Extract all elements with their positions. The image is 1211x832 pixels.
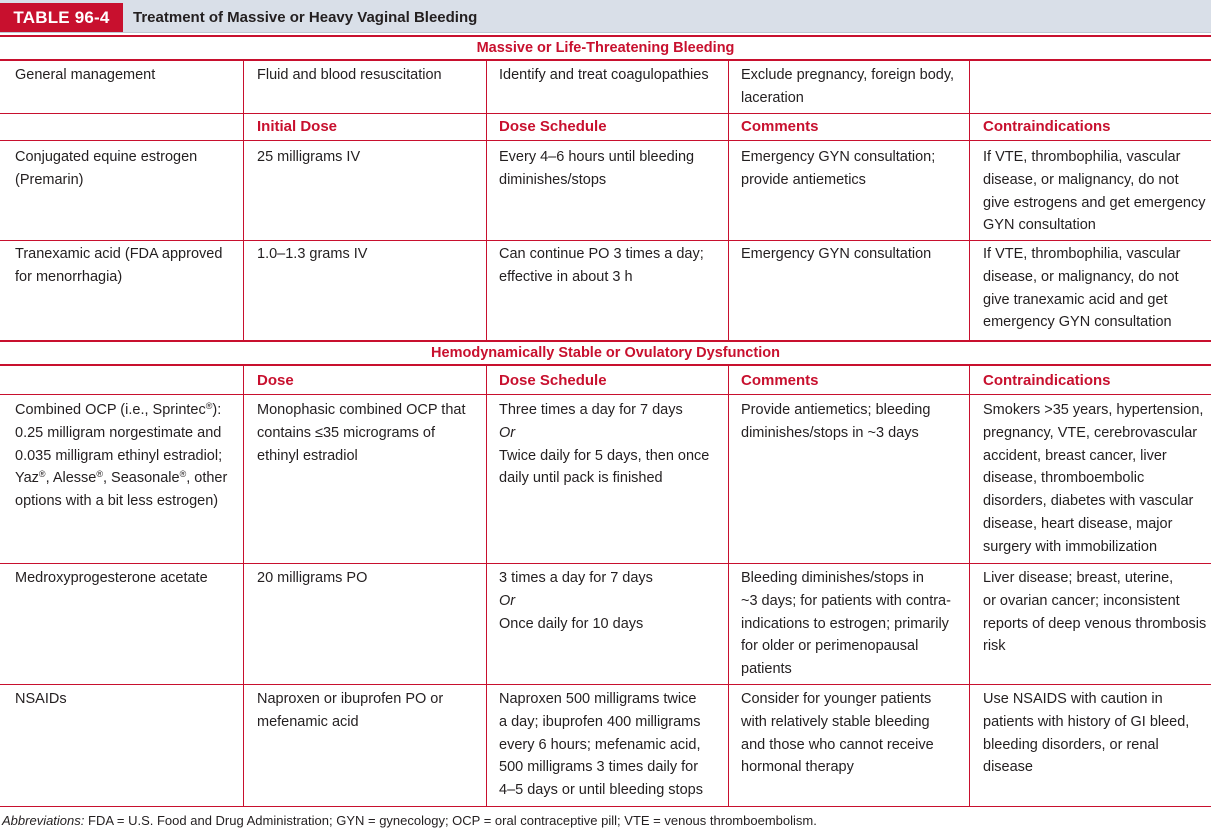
table-title: Treatment of Massive or Heavy Vaginal Bleeding [133, 9, 478, 26]
cell-line: Naproxen 500 milligrams twice [499, 691, 697, 707]
general-management-cell [741, 64, 954, 110]
column-divider [728, 366, 729, 806]
cell-line: 20 milligrams PO [257, 570, 368, 586]
cell-line [15, 467, 227, 490]
footnote-text: FDA = U.S. Food and Drug Administration; GYN = gynecology; OCP = oral contraceptive pill; VTE = venous thromboembolism. [84, 813, 817, 828]
cell-line: mefenamic acid [257, 713, 359, 730]
abbreviations-footnote [2, 813, 817, 829]
cell-line: diminishes/stops in ~3 days [741, 424, 919, 441]
cell-line: 0.035 milligram ethinyl estradiol; [15, 447, 223, 464]
cell-line: for older or perimenopausal [741, 638, 919, 655]
column-header-dose: Dose [257, 372, 294, 389]
cell-line: 25 milligrams IV [257, 149, 361, 165]
cell-line: and those who cannot receive [741, 736, 934, 753]
cell-line: If VTE, thrombophilia, vascular [983, 246, 1181, 262]
cell-line: every 6 hours; mefenamic acid, [499, 736, 701, 753]
cell-line: provide antiemetics [741, 171, 866, 188]
row-divider [0, 140, 1211, 141]
cell-line: diminishes/stops [499, 171, 607, 188]
comments-cell [741, 146, 935, 192]
cell-line: Exclude pregnancy, foreign body, [741, 67, 955, 83]
column-divider [969, 366, 970, 806]
drug-name-cell [15, 567, 208, 590]
cell-line: or ovarian cancer; inconsistent [983, 592, 1180, 609]
text-run: Yaz [15, 470, 39, 487]
column-header-initial-dose: Initial Dose [257, 118, 338, 135]
contraindications-cell [983, 146, 1205, 237]
schedule-cell [499, 146, 694, 192]
cell-line: patients with history of GI bleed, [983, 713, 1190, 730]
cell-line [15, 399, 227, 422]
general-management-cell: General management [15, 67, 156, 83]
cell-line: GYN consultation [983, 217, 1096, 234]
comments-cell [741, 567, 951, 681]
row-divider [0, 113, 1211, 114]
cell-line: Liver disease; breast, uterine, [983, 570, 1174, 586]
table-number-label: TABLE 96-4 [0, 3, 123, 32]
cell-line: options with a bit less estrogen) [15, 493, 219, 510]
cell-line: NSAIDs [15, 691, 67, 707]
cell-line: for menorrhagia) [15, 268, 123, 285]
dose-cell [257, 146, 360, 169]
cell-line: Can continue PO 3 times a day; [499, 246, 704, 262]
schedule-cell [499, 243, 704, 289]
column-header-contraindications: Contraindications [983, 372, 1111, 389]
general-management-cell: Fluid and blood resuscitation [257, 67, 442, 83]
row-divider [0, 684, 1211, 685]
cell-line: pregnancy, VTE, cerebrovascular [983, 424, 1198, 441]
dose-cell [257, 688, 443, 734]
drug-name-cell [15, 399, 227, 513]
cell-line: risk [983, 638, 1006, 655]
section-heading-stable: Hemodynamically Stable or Ovulatory Dysfunction [0, 340, 1211, 366]
cell-line: a day; ibuprofen 400 milligrams [499, 713, 701, 730]
column-header-comments: Comments [741, 118, 819, 135]
cell-line: disease, thromboembolic [983, 470, 1145, 487]
schedule-cell [499, 567, 653, 635]
cell-line: 3 times a day for 7 days [499, 570, 653, 586]
cell-line: Every 4–6 hours until bleeding [499, 149, 695, 165]
general-management-cell: Identify and treat coagulopathies [499, 67, 709, 83]
text-run: , Seasonale [102, 470, 180, 487]
registered-mark: ® [38, 469, 46, 480]
cell-line: hormonal therapy [741, 759, 854, 776]
contraindications-cell [983, 399, 1203, 559]
schedule-cell [499, 399, 709, 490]
column-divider [728, 61, 729, 340]
drug-name-cell [15, 688, 67, 711]
cell-line: patients [741, 661, 792, 678]
column-divider [969, 61, 970, 340]
cell-line: Provide antiemetics; bleeding [741, 402, 931, 418]
text-run: , other [186, 470, 228, 487]
cell-line: Smokers >35 years, hypertension, [983, 402, 1204, 418]
cell-line: reports of deep venous thrombosis [983, 615, 1207, 632]
text-run: ): [212, 402, 222, 418]
cell-line: (Premarin) [15, 171, 84, 188]
footnote-lead: Abbreviations: [2, 813, 85, 828]
cell-line: disorders, diabetes with vascular [983, 493, 1194, 510]
column-divider [486, 61, 487, 340]
cell-line: Or [499, 592, 516, 609]
cell-line: Monophasic combined OCP that [257, 402, 466, 418]
column-header-comments: Comments [741, 372, 819, 389]
column-header-dose-schedule: Dose Schedule [499, 372, 607, 389]
contraindications-cell [983, 243, 1180, 334]
cell-line: emergency GYN consultation [983, 314, 1172, 331]
cell-line: indications to estrogen; primarily [741, 615, 949, 632]
table-bottom-rule [0, 806, 1211, 807]
cell-line: If VTE, thrombophilia, vascular [983, 149, 1181, 165]
cell-line: surgery with immobilization [983, 538, 1158, 555]
dose-cell [257, 567, 367, 590]
comments-cell [741, 243, 931, 266]
cell-line: Bleeding diminishes/stops in [741, 570, 924, 586]
cell-line: ~3 days; for patients with contra- [741, 592, 951, 609]
column-divider [486, 366, 487, 806]
column-header-dose-schedule: Dose Schedule [499, 118, 607, 135]
cell-line: Use NSAIDS with caution in [983, 691, 1163, 707]
cell-line: 1.0–1.3 grams IV [257, 246, 368, 262]
cell-line: Tranexamic acid (FDA approved [15, 246, 223, 262]
cell-line: Once daily for 10 days [499, 615, 644, 632]
text-run: Combined OCP (i.e., Sprintec [15, 402, 206, 418]
section-heading-massive: Massive or Life-Threatening Bleeding [0, 35, 1211, 61]
cell-line: Emergency GYN consultation [741, 246, 932, 262]
cell-line: Three times a day for 7 days [499, 402, 683, 418]
cell-line: disease, or malignancy, do not [983, 171, 1179, 188]
dose-cell [257, 243, 367, 266]
contraindications-cell [983, 567, 1206, 658]
row-divider [0, 240, 1211, 241]
cell-line: bleeding disorders, or renal [983, 736, 1159, 753]
cell-line: Consider for younger patients [741, 691, 932, 707]
cell-line: Naproxen or ibuprofen PO or [257, 691, 444, 707]
column-divider [243, 61, 244, 340]
registered-mark: ® [179, 469, 187, 480]
cell-line: disease [983, 759, 1033, 776]
cell-line: with relatively stable bleeding [741, 713, 930, 730]
cell-line: Emergency GYN consultation; [741, 149, 936, 165]
dose-cell [257, 399, 466, 467]
cell-line: disease, heart disease, major [983, 515, 1173, 532]
cell-line: 0.25 milligram norgestimate and [15, 424, 222, 441]
schedule-cell [499, 688, 703, 802]
cell-line: disease, or malignancy, do not [983, 268, 1179, 285]
cell-line: daily until pack is finished [499, 470, 663, 487]
contraindications-cell [983, 688, 1189, 779]
cell-line: 500 milligrams 3 times daily for [499, 759, 699, 776]
comments-cell [741, 688, 934, 779]
column-divider [243, 366, 244, 806]
cell-line: Or [499, 424, 516, 441]
cell-line: accident, breast cancer, liver [983, 447, 1167, 464]
cell-line: 4–5 days or until bleeding stops [499, 782, 703, 799]
cell-line: Medroxyprogesterone acetate [15, 570, 208, 586]
cell-line: effective in about 3 h [499, 268, 633, 285]
drug-name-cell [15, 243, 222, 289]
column-header-contraindications: Contraindications [983, 118, 1111, 135]
cell-line: give estrogens and get emergency [983, 194, 1206, 211]
cell-line: give tranexamic acid and get [983, 291, 1168, 308]
cell-line: ethinyl estradiol [257, 447, 358, 464]
cell-line: contains ≤35 micrograms of [257, 424, 436, 441]
row-divider [0, 563, 1211, 564]
cell-line: laceration [741, 89, 804, 106]
text-run: , Alesse [45, 470, 97, 487]
drug-name-cell [15, 146, 197, 192]
row-divider [0, 394, 1211, 395]
cell-line: Conjugated equine estrogen [15, 149, 198, 165]
comments-cell [741, 399, 930, 445]
registered-mark: ® [205, 401, 213, 411]
registered-mark: ® [96, 469, 103, 480]
cell-line: Twice daily for 5 days, then once [499, 447, 710, 464]
